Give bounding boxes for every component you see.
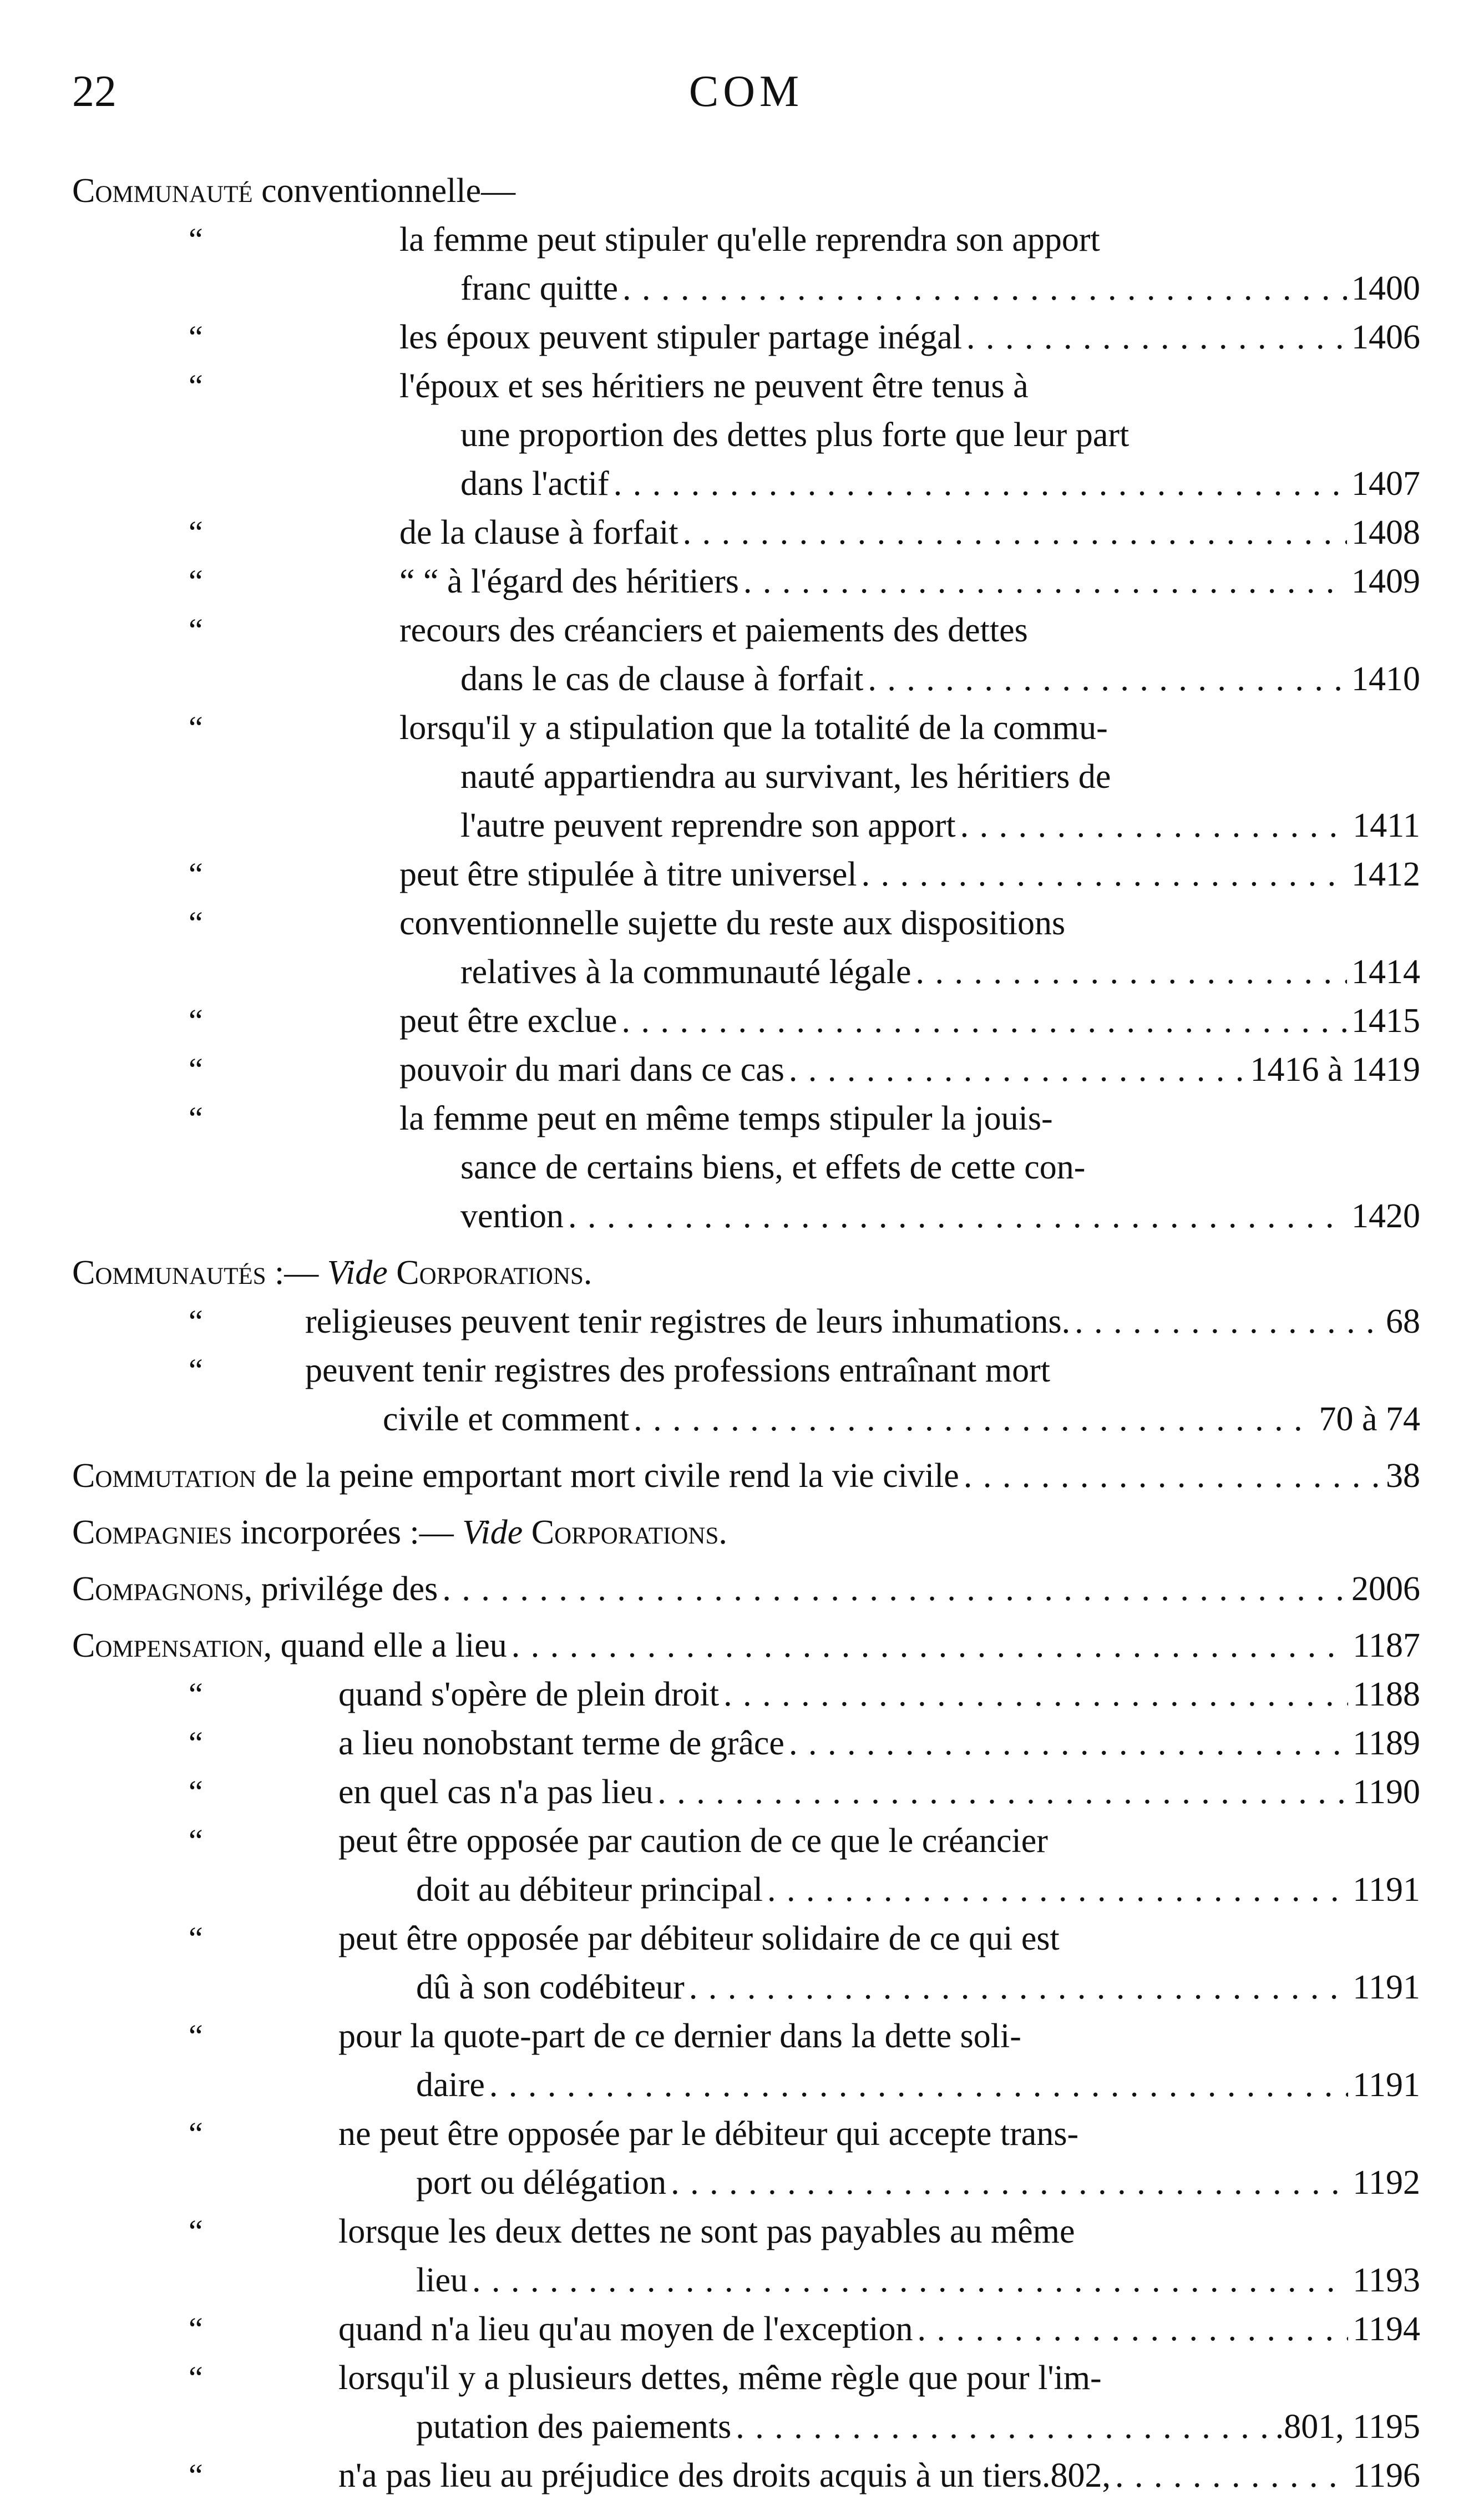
entry-line	[72, 1670, 1420, 1719]
ditto-mark: “	[189, 1100, 203, 1136]
article-reference: 1196	[1353, 2457, 1420, 2494]
dot-leader	[743, 557, 1347, 606]
ditto-mark: “	[189, 1676, 203, 1712]
index-entries	[72, 166, 1420, 2500]
entry-text	[338, 1768, 1420, 1816]
entry-line	[72, 2305, 1420, 2354]
section-heading	[72, 166, 1420, 215]
ditto-mark: “	[189, 1774, 203, 1810]
entry-line	[72, 508, 1420, 557]
entry-line-text: l'époux et ses héritiers ne peuvent être tenus à	[399, 367, 1029, 405]
see-vide: Vide	[327, 1254, 388, 1292]
ditto-mark: “	[189, 319, 203, 355]
entry-line-text: en quel cas n'a pas lieu	[338, 1773, 654, 1811]
entry-text	[416, 2061, 1420, 2109]
heading-label	[72, 1621, 507, 1670]
ditto-mark: “	[189, 710, 203, 746]
article-reference: 1412	[1351, 856, 1420, 893]
article-reference: 2006	[1351, 1570, 1420, 1608]
entry-line-text: pouvoir du mari dans ce cas	[399, 1051, 784, 1089]
entry-line	[72, 2207, 1420, 2256]
entry-line	[72, 1094, 1420, 1143]
see-vide: Vide	[462, 1514, 523, 1551]
entry-text	[338, 2305, 1420, 2354]
entry-text	[338, 2354, 1420, 2402]
article-reference: 1191	[1353, 1871, 1420, 1909]
article-reference: 68	[1386, 1303, 1420, 1340]
article-reference: 1400	[1351, 270, 1420, 307]
entry-line	[72, 2158, 1420, 2207]
article-reference: 1191	[1353, 1969, 1420, 2006]
page-header	[72, 67, 1420, 133]
dot-leader	[489, 2061, 1348, 2109]
entry-text	[399, 996, 1420, 1045]
entry-line-text: peuvent tenir registres des professions entraînant mort	[305, 1352, 1050, 1389]
entry-line-text: dans le cas de clause à forfait	[460, 660, 864, 698]
heading-text	[72, 166, 1420, 215]
article-reference: 1406	[1351, 318, 1420, 356]
dot-leader	[472, 2256, 1348, 2305]
entry-line-text: lorsqu'il y a stipulation que la totalité de la commu-	[399, 709, 1108, 747]
article-reference: 1188	[1353, 1676, 1420, 1713]
ditto-mark: “	[189, 2213, 203, 2249]
heading-label	[72, 166, 515, 215]
article-reference: 1189	[1353, 1724, 1420, 1762]
entry-line-text: la femme peut stipuler qu'elle reprendra son apport	[399, 221, 1100, 259]
entry-line-text: une proportion des dettes plus forte que leur part	[460, 416, 1130, 454]
heading-label	[72, 1565, 438, 1613]
ditto-mark: “	[189, 856, 203, 892]
entry-line	[72, 850, 1420, 899]
ditto-mark: “	[189, 905, 203, 941]
dot-leader	[789, 1719, 1348, 1768]
entry-line	[72, 2012, 1420, 2061]
heading-rest: conventionnelle—	[252, 172, 516, 210]
entry-line	[72, 1297, 1420, 1346]
ditto-mark: “	[189, 1920, 203, 1956]
entry-line-text: doit au débiteur principal	[416, 1871, 763, 1909]
dot-leader	[966, 313, 1347, 362]
article-reference: 1420	[1351, 1197, 1420, 1235]
article-reference: 1408	[1351, 514, 1420, 551]
entry-text	[338, 1719, 1420, 1768]
ditto-mark: “	[189, 1725, 203, 1761]
dot-leader	[736, 2402, 1271, 2451]
entry-line-text: ne peut être opposée par le débiteur qui accepte trans-	[338, 2115, 1079, 2153]
entry-line	[72, 264, 1420, 313]
entry-text	[399, 362, 1420, 411]
section-heading	[72, 1565, 1420, 1613]
entry-text	[399, 508, 1420, 557]
article-reference: 1187	[1353, 1627, 1420, 1664]
entry-line-text: religieuses peuvent tenir registres de leurs inhumations.	[305, 1303, 1071, 1340]
heading-text	[72, 1621, 1420, 1670]
ditto-mark: “	[189, 2457, 203, 2493]
entry-text	[399, 557, 1420, 606]
entry-line	[72, 704, 1420, 752]
entry-text	[399, 704, 1420, 752]
ditto-mark: “	[189, 368, 203, 404]
entry-text	[416, 2402, 1420, 2451]
entry-line-text: conventionnelle sujette du reste aux dispositions	[399, 904, 1066, 942]
heading-term: Communauté	[72, 172, 253, 210]
heading-rest: :—	[266, 1254, 327, 1292]
entry-text	[416, 1865, 1420, 1914]
dot-leader	[442, 1565, 1347, 1613]
entry-line	[72, 801, 1420, 850]
page-title: COM	[688, 67, 804, 116]
entry-line	[72, 752, 1420, 801]
entry-line-text: de la clause à forfait	[399, 514, 678, 551]
entry-line-text: quand n'a lieu qu'au moyen de l'exception	[338, 2310, 913, 2348]
heading-text	[72, 1451, 1420, 1500]
article-reference: .801, 1195	[1275, 2408, 1420, 2446]
entry-line-text: peut être exclue	[399, 1002, 617, 1040]
entry-text	[338, 2207, 1420, 2256]
ditto-mark: “	[189, 2311, 203, 2347]
dot-leader	[621, 996, 1347, 1045]
dot-leader	[918, 2305, 1349, 2354]
article-reference: 1407	[1351, 465, 1420, 503]
dot-leader	[862, 850, 1347, 899]
ditto-mark: “	[189, 563, 203, 599]
entry-line	[72, 1914, 1420, 1963]
entry-line	[72, 606, 1420, 655]
entry-text	[399, 1045, 1420, 1094]
dot-leader	[671, 2158, 1348, 2207]
entry-text	[338, 1914, 1420, 1963]
heading-rest: de la peine emportant mort civile rend la vie civile	[256, 1457, 959, 1495]
entry-line	[72, 557, 1420, 606]
entry-line-text: sance de certains biens, et effets de cette con-	[460, 1148, 1086, 1186]
ditto-mark: “	[189, 1823, 203, 1859]
entry-line	[72, 1963, 1420, 2012]
article-reference: 1409	[1351, 563, 1420, 600]
entry-line	[72, 2256, 1420, 2305]
entry-text	[338, 1670, 1420, 1719]
entry-text	[460, 948, 1420, 996]
entry-line-text: franc quitte	[460, 270, 619, 307]
dot-leader	[568, 1192, 1347, 1241]
entry-text	[399, 215, 1420, 264]
section-heading	[72, 1248, 1420, 1297]
entry-text	[460, 411, 1420, 459]
heading-label	[72, 1451, 959, 1500]
section-heading	[72, 1621, 1420, 1670]
article-reference: 70 à 74	[1319, 1400, 1420, 1438]
entry-text	[399, 313, 1420, 362]
entry-line-text: pour la quote-part de ce dernier dans la dette soli-	[338, 2017, 1021, 2055]
entry-line	[72, 215, 1420, 264]
dot-leader	[964, 1451, 1381, 1500]
heading-text	[72, 1248, 1420, 1297]
entry-line-text: peut être stipulée à titre universel	[399, 856, 857, 893]
entry-line	[72, 1346, 1420, 1395]
entry-text	[399, 1094, 1420, 1143]
entry-text	[338, 1816, 1420, 1865]
heading-term: Compagnons	[72, 1570, 244, 1608]
entry-text	[399, 850, 1420, 899]
article-reference: 1192	[1353, 2164, 1420, 2202]
dot-leader	[723, 1670, 1348, 1719]
entry-text	[416, 2256, 1420, 2305]
heading-term: Compagnies	[72, 1514, 232, 1551]
entry-text	[416, 1963, 1420, 2012]
ditto-mark: “	[189, 1051, 203, 1087]
entry-line	[72, 996, 1420, 1045]
entry-line	[72, 2451, 1420, 2500]
entry-line-text: lorsqu'il y a plusieurs dettes, même règle que pour l'im-	[338, 2359, 1102, 2397]
dot-leader	[614, 459, 1347, 508]
section-heading	[72, 1508, 1420, 1557]
entry-text	[305, 1297, 1420, 1346]
article-reference: 1416 à 1419	[1250, 1051, 1420, 1089]
dot-leader	[789, 1045, 1246, 1094]
entry-line-text: recours des créanciers et paiements des dettes	[399, 611, 1028, 649]
entry-line-text: port ou délégation	[416, 2164, 667, 2202]
entry-text	[460, 264, 1420, 313]
entry-text	[460, 752, 1420, 801]
entry-text	[399, 606, 1420, 655]
heading-term: Compensation	[72, 1627, 264, 1664]
entry-line	[72, 1719, 1420, 1768]
entry-line	[72, 1045, 1420, 1094]
ditto-mark: “	[189, 612, 203, 648]
entry-line-text: peut être opposée par caution de ce que le créancier	[338, 1822, 1048, 1860]
entry-line-text: les époux peuvent stipuler partage inégal	[399, 318, 963, 356]
ditto-mark: “	[189, 221, 203, 257]
entry-line-text: quand s'opère de plein droit	[338, 1676, 720, 1713]
see-reference: Corporations.	[531, 1514, 727, 1551]
entry-text	[338, 2109, 1420, 2158]
article-reference: 1414	[1351, 953, 1420, 991]
entry-line-text: l'autre peuvent reprendre son apport	[460, 807, 956, 844]
entry-line	[72, 1395, 1420, 1444]
entry-line	[72, 411, 1420, 459]
entry-line-text: dû à son codébiteur	[416, 1969, 685, 2006]
entry-text	[338, 2451, 1420, 2500]
entry-line-text: lorsque les deux dettes ne sont pas payables au même	[338, 2213, 1075, 2250]
entry-line	[72, 313, 1420, 362]
dot-leader	[1075, 1297, 1381, 1346]
dot-leader	[689, 1963, 1348, 2012]
dot-leader	[634, 1395, 1314, 1444]
dot-leader	[767, 1865, 1348, 1914]
page-number: 22	[72, 67, 117, 116]
dot-leader	[960, 801, 1349, 850]
section-heading	[72, 1451, 1420, 1500]
entry-line	[72, 1816, 1420, 1865]
dot-leader	[622, 264, 1347, 313]
heading-label	[72, 1508, 727, 1557]
ditto-mark: “	[189, 1003, 203, 1039]
dot-leader	[868, 655, 1347, 704]
entry-line	[72, 655, 1420, 704]
ditto-mark: “	[189, 2116, 203, 2152]
entry-text	[305, 1346, 1420, 1395]
entry-text	[383, 1395, 1420, 1444]
heading-term: Communautés	[72, 1254, 266, 1292]
heading-term: Commutation	[72, 1457, 256, 1495]
entry-line-text: civile et comment	[383, 1400, 630, 1438]
entry-line	[72, 899, 1420, 948]
dot-leader	[683, 508, 1347, 557]
entry-line	[72, 2061, 1420, 2109]
article-reference: 1410	[1351, 660, 1420, 698]
entry-text	[460, 459, 1420, 508]
ditto-mark: “	[189, 2360, 203, 2396]
entry-line-text: dans l'actif	[460, 465, 609, 503]
entry-line	[72, 2354, 1420, 2402]
entry-line	[72, 362, 1420, 411]
entry-line	[72, 1865, 1420, 1914]
entry-line-text: daire	[416, 2066, 485, 2104]
ditto-mark: “	[189, 1303, 203, 1339]
heading-rest: incorporées :—	[232, 1514, 463, 1551]
article-reference: 1191	[1353, 2066, 1420, 2104]
heading-rest: , quand elle a lieu	[263, 1627, 507, 1664]
see-reference: Corporations.	[396, 1254, 592, 1292]
entry-text	[399, 899, 1420, 948]
heading-text	[72, 1565, 1420, 1613]
article-reference: 38	[1386, 1457, 1420, 1495]
entry-line	[72, 1192, 1420, 1241]
entry-line-text: la femme peut en même temps stipuler la jouis-	[399, 1100, 1053, 1137]
entry-text	[338, 2012, 1420, 2061]
entry-line	[72, 948, 1420, 996]
article-reference: 1415	[1351, 1002, 1420, 1040]
entry-line	[72, 2402, 1420, 2451]
entry-line-text: relatives à la communauté légale	[460, 953, 911, 991]
entry-text	[416, 2158, 1420, 2207]
dot-leader	[511, 1621, 1349, 1670]
dot-leader	[1115, 2451, 1348, 2500]
ditto-mark: “	[189, 2018, 203, 2054]
dot-leader	[916, 948, 1347, 996]
entry-line	[72, 1768, 1420, 1816]
entry-text	[460, 655, 1420, 704]
article-reference: 1193	[1353, 2261, 1420, 2299]
entry-line-text: vention	[460, 1197, 564, 1235]
entry-line	[72, 459, 1420, 508]
entry-line-text: lieu	[416, 2261, 468, 2299]
entry-line-text: a lieu nonobstant terme de grâce	[338, 1724, 784, 1762]
heading-text	[72, 1508, 1420, 1557]
entry-line-text: nauté appartiendra au survivant, les héritiers de	[460, 758, 1111, 796]
entry-text	[460, 1192, 1420, 1241]
entry-line	[72, 2109, 1420, 2158]
article-reference: 1190	[1353, 1773, 1420, 1811]
article-reference: 1411	[1353, 807, 1420, 844]
heading-label	[72, 1248, 592, 1297]
entry-line	[72, 1143, 1420, 1192]
ditto-mark: “	[189, 514, 203, 550]
article-reference: 1194	[1353, 2310, 1420, 2348]
entry-line-text: “ “ à l'égard des héritiers	[399, 563, 739, 600]
entry-text	[460, 801, 1420, 850]
entry-line-text: peut être opposée par débiteur solidaire de ce qui est	[338, 1920, 1060, 1957]
entry-text	[460, 1143, 1420, 1192]
heading-rest: , privilége des	[244, 1570, 438, 1608]
dot-leader	[657, 1768, 1348, 1816]
entry-line-text: putation des paiements	[416, 2408, 732, 2446]
ditto-mark: “	[189, 1352, 203, 1388]
entry-line-text: n'a pas lieu au préjudice des droits acquis à un tiers.802,	[338, 2457, 1111, 2494]
